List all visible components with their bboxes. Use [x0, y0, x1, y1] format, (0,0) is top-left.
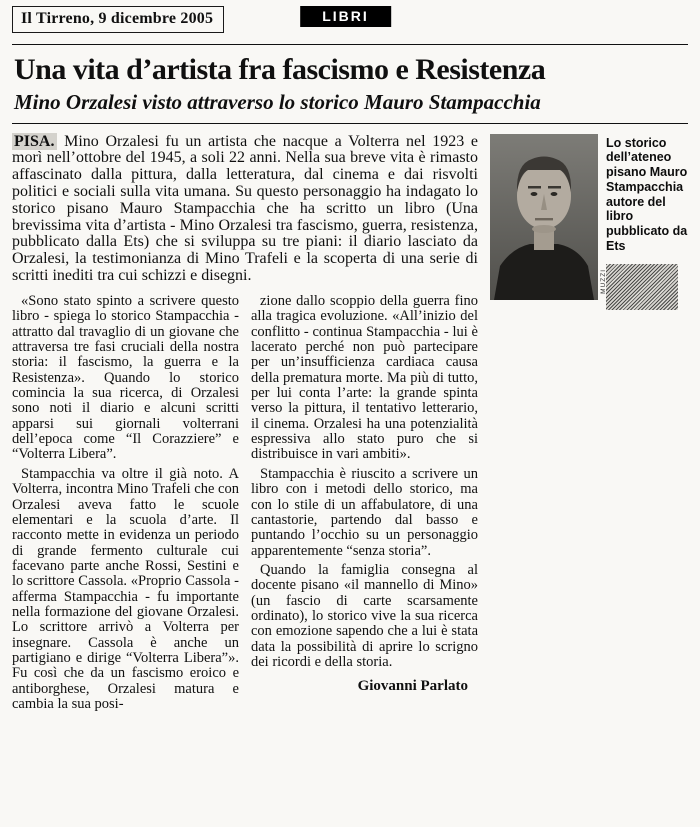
- lead-text: Mino Orzalesi fu un artista che nacque a Volterra nel 1923 e morì nell’ottobre del 1945, a soli 22 anni. Nella sua breve vita è rimasto affascinato dalla pittura, dalla letteratura, dal cinema e dai risvolti politici e sociali sulla vita umana. Su questo personaggio ha indagato lo storico pisano Mauro Stampacchia che ha scritto un libro (Una brevissima vita d’artista - Mino Orzalesi tra fascismo, guerra, resistenza, pubblicato dalla Ets) che si sviluppa su tre piani: il diario lasciato da Orzalesi, la testimonianza di Mino Trafeli e la scoperta di una serie di scritti inediti tra cui schizzi e disegni.: [12, 132, 479, 285]
- headline: Una vita d’artista fra fascismo e Resistenza: [14, 53, 546, 86]
- byline: Giovanni Parlato: [357, 678, 468, 695]
- article-paragraph: Stampacchia è riuscito a scrivere un libro con i metodi dello storico, ma con lo stile di un affabulatore, di una cantastorie, partendo dal basso e puntando l’occhio su un personaggio apparentemente “senza storia”.: [251, 465, 478, 559]
- article-paragraph: Stampacchia va oltre il già noto. A Volterra, incontra Mino Trafeli che con Orzalesi aveva fatto le scuole elementari e la scuola d’arte. Il racconto mette in evidenza un periodo di grande fermento culturale cui facevano parte anche Rossi, Sestini e lo scrittore Cassola. «Proprio Cassola - afferma Stampacchia - fu importante nella formazione del giovane Orzalesi. Lo scrittore arrivò a Volterra per insegnare. Cassola è anche un partigiano e dirige “Volterra Libera”». Fu così che da un fascismo eroico e antiborghese, Orzalesi matura e cambia la sua posi-: [12, 465, 239, 713]
- two-column-block: [12, 294, 478, 717]
- masthead: Il Tirreno, 9 dicembre 2005: [12, 6, 224, 33]
- dateline: PISA.: [12, 133, 57, 150]
- article-body: [12, 134, 688, 717]
- section-label: LIBRI: [300, 6, 391, 27]
- photo: [490, 134, 607, 300]
- lead-paragraph: [12, 134, 478, 285]
- top-bar: [12, 6, 688, 40]
- divider-top: [12, 44, 688, 45]
- hatch-pattern-block: [606, 264, 678, 310]
- article-column-2: [251, 294, 478, 717]
- article-paragraph: «Sono stato spinto a scrivere questo libro - spiega lo storico Stampacchia - attratto dal travaglio di un giovane che attraversa tre fasi cruciali della nostra storia: il fascismo, la guerra e la Resistenza». Quando lo storico comincia la sua ricerca, di Orzalesi sono noti il diario e alcuni scritti apparsi sui giornali volterrani dell’epoca come “Il Corazziere” e “Volterra Libera”.: [12, 292, 239, 463]
- photo-rail: [490, 134, 688, 717]
- photo-caption: Lo storico dell’ateneo pisano Mauro Stampacchia autore del libro pubblicato da Ets: [606, 135, 688, 253]
- article-paragraph: zione dallo scoppio della guerra fino alla tragica evoluzione. «All’inizio del conflitto - continua Stampacchia - lui è lacerato perché non può partecipare per un’insufficienza cardiaca causa della prematura morte. Ma più di tutto, per lui conta l’arte: la grande spinta verso la pittura, il tentativo letterario, il cinema. Orzalesi ha una potenzialità espressiva allo stato puro che si distribuisce in vari ambiti».: [251, 292, 478, 463]
- article-column-1: [12, 294, 239, 717]
- divider-subheadline: [12, 123, 688, 124]
- subheadline: Mino Orzalesi visto attraverso lo storico Mauro Stampacchia: [14, 89, 541, 114]
- photo-credit: MUZZI: [600, 268, 607, 294]
- article-text-area: [12, 134, 478, 717]
- article-paragraph: Quando la famiglia consegna al docente pisano «il mannello di Mino» (un fascio di carte scarsamente ordinato), lo storico vive la sua ricerca con emozione sapendo che a lui è stata data la possibilità di aprire lo scrigno dei ricordi e della storia.: [251, 561, 478, 671]
- caption-column: [606, 134, 688, 310]
- portrait-photo-graphic: [490, 134, 598, 300]
